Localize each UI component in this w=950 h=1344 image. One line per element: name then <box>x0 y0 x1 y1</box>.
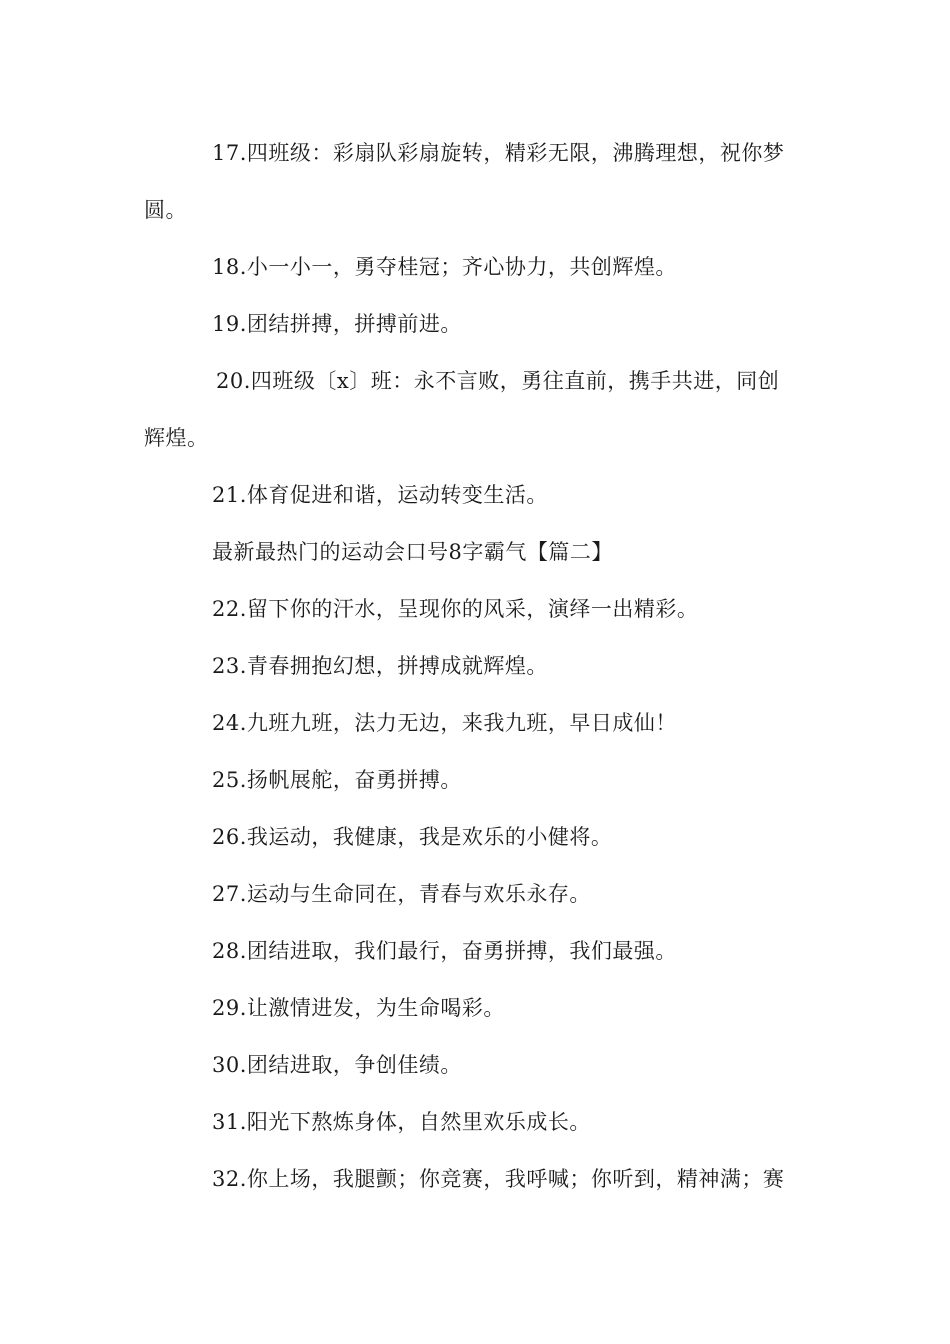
slogan-22: 22.留下你的汗水，呈现你的风采，演绎一出精彩。 <box>212 597 699 621</box>
slogan-21: 21.体育促进和谐，运动转变生活。 <box>212 483 548 507</box>
slogan-32-line1: 32.你上场，我腿颤；你竞赛，我呼喊；你听到，精神满；赛 <box>212 1167 785 1191</box>
slogan-26: 26.我运动，我健康，我是欢乐的小健将。 <box>212 825 613 849</box>
slogan-27: 27.运动与生命同在，青春与欢乐永存。 <box>212 882 591 906</box>
slogan-29: 29.让激情进发，为生命喝彩。 <box>212 996 505 1020</box>
slogan-23: 23.青春拥抱幻想，拼搏成就辉煌。 <box>212 654 548 678</box>
slogan-17-line1: 17.四班级：彩扇队彩扇旋转，精彩无限，沸腾理想，祝你梦 <box>212 141 785 165</box>
slogan-30: 30.团结进取，争创佳绩。 <box>212 1053 462 1077</box>
slogan-18: 18.小一小一，勇夺桂冠；齐心协力，共创辉煌。 <box>212 255 677 279</box>
slogan-20-line1: 20.四班级〔x〕班：永不言败，勇往直前，携手共进，同创 <box>216 369 780 393</box>
slogan-25: 25.扬帆展舵，奋勇拼搏。 <box>212 768 462 792</box>
slogan-17-line2: 圆。 <box>144 198 187 222</box>
slogan-24: 24.九班九班，法力无边，来我九班，早日成仙！ <box>212 711 677 735</box>
slogan-28: 28.团结进取，我们最行，奋勇拼搏，我们最强。 <box>212 939 677 963</box>
slogan-19: 19.团结拼搏，拼搏前进。 <box>212 312 462 336</box>
section-heading: 最新最热门的运动会口号8字霸气【篇二】 <box>212 540 613 564</box>
slogan-20-line2: 辉煌。 <box>144 426 209 450</box>
slogan-31: 31.阳光下熬炼身体，自然里欢乐成长。 <box>212 1110 591 1134</box>
